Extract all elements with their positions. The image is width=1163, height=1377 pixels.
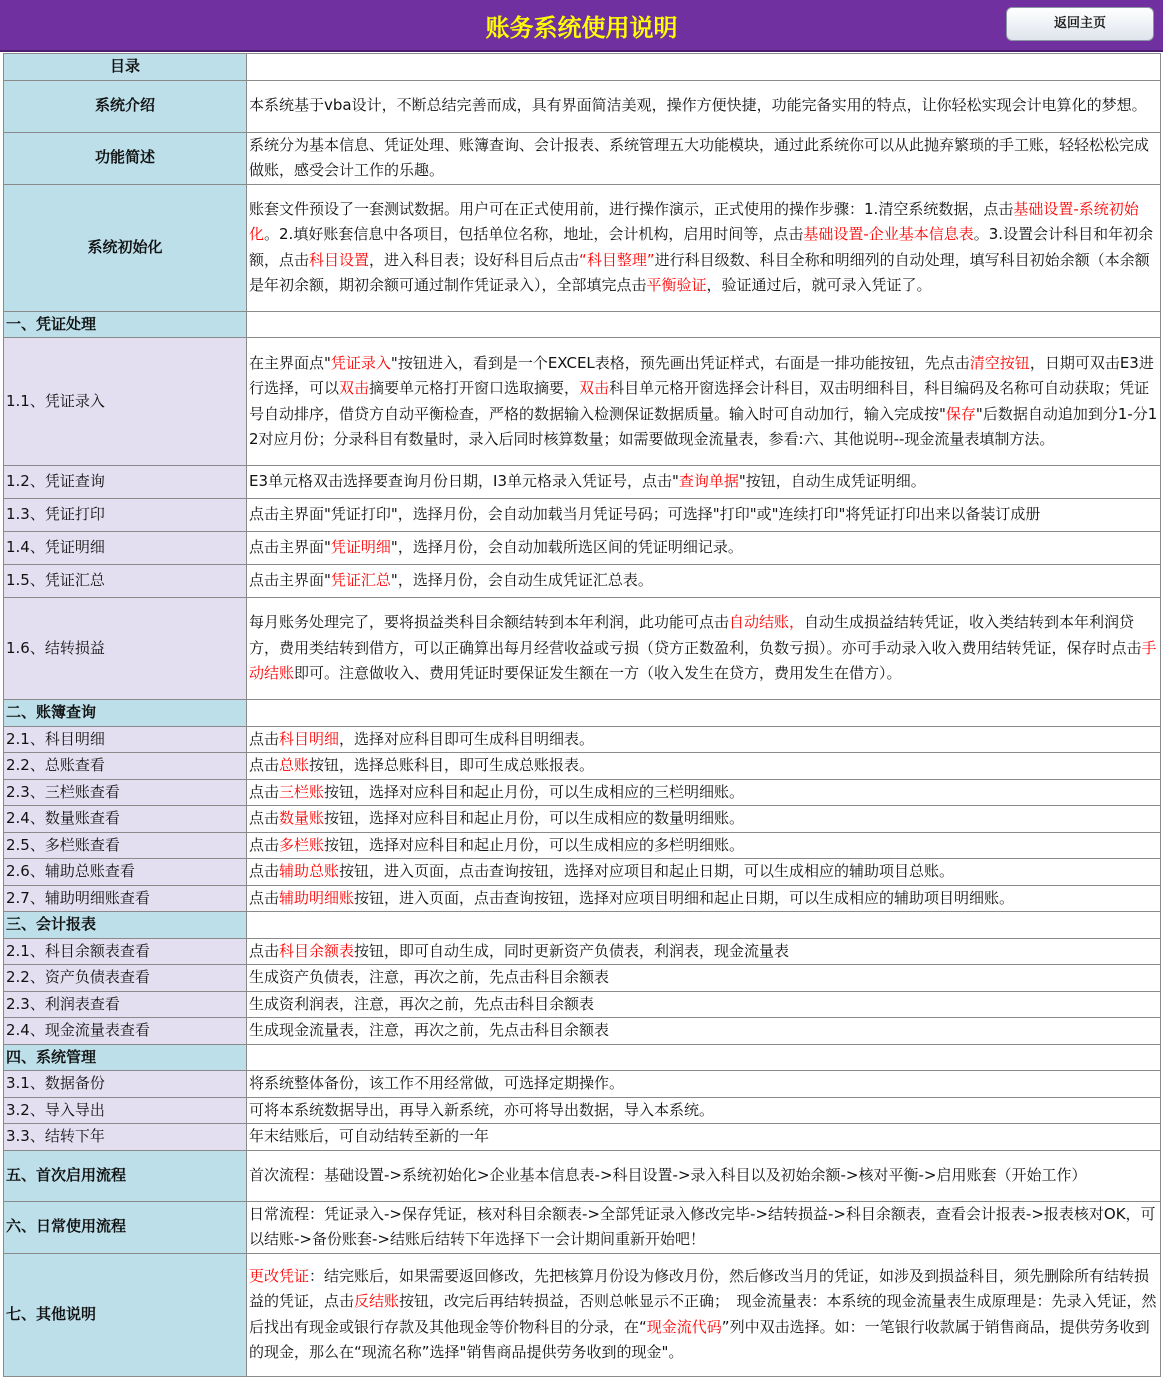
text-run: 年末结账后，可自动结转至新的一年 xyxy=(249,1127,490,1145)
table-row xyxy=(4,338,1161,466)
item-text xyxy=(247,1124,1161,1151)
table-row xyxy=(4,132,1161,184)
table-row xyxy=(4,184,1161,311)
text-run: 按钮，选择总账科目，即可生成总账报表。 xyxy=(309,756,595,774)
text-run: "，选择月份，会自动加载所选区间的凭证明细记录。 xyxy=(390,538,743,557)
section-row xyxy=(4,700,1161,727)
item-label: 2.3、三栏账查看 xyxy=(4,779,247,806)
table-row xyxy=(4,1097,1161,1124)
text-run: 在主界面点" xyxy=(249,353,331,372)
text-run: 点击 xyxy=(249,729,280,748)
text-run: 点击 xyxy=(249,862,280,880)
item-text xyxy=(247,565,1161,598)
table-row xyxy=(4,885,1161,912)
text-run: 生成现金流量表，注意，再次之前，先点击科目余额表 xyxy=(249,1021,610,1039)
link-voucher-entry[interactable]: 凭证录入 xyxy=(330,353,391,372)
table-row xyxy=(4,80,1161,132)
link-quantity-ledger[interactable]: 数量账 xyxy=(279,809,325,827)
text-run: 生成资产负债表，注意，再次之前，先点击科目余额表 xyxy=(249,968,610,986)
functions-text: 系统分为基本信息、凭证处理、账簿查询、会计报表、系统管理五大功能模块，通过此系统你可以从此抛弃繁琐的手工账，轻轻松松完成做账，感受会计工作的乐趣。 xyxy=(247,132,1161,184)
table-row xyxy=(4,1150,1161,1201)
item-text xyxy=(247,532,1161,565)
text-run: "，选择月份，会自动生成凭证汇总表。 xyxy=(390,571,653,590)
item-label: 1.3、凭证打印 xyxy=(4,499,247,532)
item-text xyxy=(247,1018,1161,1045)
text-run: 点击 xyxy=(249,888,280,907)
text-run: ，选择对应科目即可生成科目明细表。 xyxy=(339,729,595,748)
table-row xyxy=(4,1124,1161,1151)
page-title: 账务系统使用说明 xyxy=(485,14,678,42)
text-run: 将系统整体备份，该工作不用经常做，可选择定期操作。 xyxy=(249,1074,625,1092)
functions-label: 功能简述 xyxy=(4,132,247,184)
text-run: ，日期可双击E3进行选择，可以 xyxy=(249,353,1154,397)
item-text xyxy=(247,598,1161,700)
blank-cell xyxy=(247,700,1161,727)
text-run: 按钮，改完后再结转损益，否则总帐显示不正确； 现金流量表：本系统的现金流量表生成原理是：先录入凭证，然后找出有现金或银行存款及其他现金等价物科目的分录，在“ xyxy=(249,1292,1157,1336)
table-row xyxy=(4,859,1161,886)
toc-label: 目录 xyxy=(4,54,247,81)
link-three-column[interactable]: 三栏账 xyxy=(279,782,325,801)
link-account-setup[interactable]: 科目设置 xyxy=(309,250,370,269)
item-label: 1.4、凭证明细 xyxy=(4,532,247,565)
table-row xyxy=(4,806,1161,833)
link-trial-balance[interactable]: 科目余额表 xyxy=(279,941,355,960)
highlight-text: 更改凭证 xyxy=(249,1266,310,1285)
item-label: 2.6、辅助总账查看 xyxy=(4,859,247,886)
link-query-voucher[interactable]: 查询单据 xyxy=(678,472,739,491)
item-label: 2.4、数量账查看 xyxy=(4,806,247,833)
item-label: 1.5、凭证汇总 xyxy=(4,565,247,598)
text-run: 自动生成损益结转凭证，收入类结转到本年利润贷方，费用类结转到借方，可以正确算出每月经营收益或亏损（贷方正数盈利，负数亏损）。亦可手动录入收入费用结转凭证，保存时点击 xyxy=(249,613,1142,657)
text-run: 即可。注意做收入、费用凭证时要保证发生额在一方（收入发生在贷方，费用发生在借方）。 xyxy=(294,664,902,683)
text-run: 每月账务处理完了，要将损益类科目余额结转到本年利润，此功能可点击 xyxy=(249,613,730,632)
section-voucher: 一、凭证处理 xyxy=(4,311,247,338)
text-run: "后数据自动追加到分1-分12对应月份；分录科目有数量时，录入后同时核算数量；如需要做现金流量表，参看:六、其他说明--现金流量表填制方法。 xyxy=(249,404,1158,448)
section-reports: 三、会计报表 xyxy=(4,912,247,939)
item-text xyxy=(247,753,1161,780)
first-use-label: 五、首次启用流程 xyxy=(4,1150,247,1201)
link-multi-column[interactable]: 多栏账 xyxy=(279,835,325,854)
text-run: 按钮，选择对应科目和起止月份，可以生成相应的数量明细账。 xyxy=(324,809,745,827)
text-run: 按钮，选择对应科目和起止月份，可以生成相应的多栏明细账。 xyxy=(324,835,745,854)
blank-cell xyxy=(247,54,1161,81)
item-text xyxy=(247,466,1161,499)
text-run: 。2.填好账套信息中各项目，包括单位名称，地址，会计机构，启用时间等，点击 xyxy=(264,225,804,243)
blank-cell xyxy=(247,1044,1161,1071)
link-reverse-close[interactable]: 反结账 xyxy=(354,1292,400,1310)
text-run: 科目单元格开窗选择会计科目，双击明细科目，科目编码及名称可自动获取；凭证号自动排序，借贷方自动平衡检查，严格的数据输入检测保证数据质量。输入时可自动加行，输入完成按" xyxy=(249,379,1150,423)
text-run: 按钮，进入页面，点击查询按钮，选择对应项目明细和起止日期，可以生成相应的辅助项目明细账。 xyxy=(354,888,1015,907)
first-use-text: 首次流程：基础设置->系统初始化>企业基本信息表->科目设置->录入科目以及初始余额->核对平衡->启用账套（开始工作） xyxy=(247,1150,1161,1201)
link-auto-close[interactable]: 自动结账， xyxy=(729,613,805,632)
link-manual-close[interactable]: 手动结账 xyxy=(249,638,1157,683)
item-label: 2.1、科目余额表查看 xyxy=(4,938,247,965)
link-general-ledger[interactable]: 总账 xyxy=(279,756,310,774)
item-label: 1.6、结转损益 xyxy=(4,598,247,700)
other-label: 七、其他说明 xyxy=(4,1253,247,1376)
item-text xyxy=(247,1071,1161,1098)
table-row xyxy=(4,499,1161,532)
text-run: 点击 xyxy=(249,941,280,960)
item-label: 2.4、现金流量表查看 xyxy=(4,1018,247,1045)
text-run: ，进入科目表；设好科目后点击 xyxy=(369,250,580,269)
daily-text: 日常流程：凭证录入->保存凭证，核对科目余额表->全部凭证录入修改完毕->结转损益->科目余额表，查看会计报表->报表核对OK，可以结账->备份账套->结账后结转下年选择下一会计期间重新开始吧！ xyxy=(247,1201,1161,1253)
text-run: 摘要单元格打开窗口选取摘要， xyxy=(369,379,580,397)
text-run: 点击 xyxy=(249,835,280,854)
item-label: 2.1、科目明细 xyxy=(4,726,247,753)
link-voucher-detail[interactable]: 凭证明细 xyxy=(330,538,391,557)
item-label: 3.3、结转下年 xyxy=(4,1124,247,1151)
table-row xyxy=(4,1253,1161,1376)
text-run: 按钮，选择对应科目和起止月份，可以生成相应的三栏明细账。 xyxy=(324,782,745,801)
link-voucher-summary[interactable]: 凭证汇总 xyxy=(330,571,391,590)
table-row xyxy=(4,54,1161,81)
text-run: ”列中双击选择。如：一笔银行收款属于销售商品，提供劳务收到的现金，那么在“现流名称”选择"销售商品提供劳务收到的现金"。 xyxy=(249,1317,1150,1361)
section-ledger: 二、账簿查询 xyxy=(4,700,247,727)
item-text xyxy=(247,832,1161,859)
intro-text: 本系统基于vba设计，不断总结完善而成，具有界面简洁美观，操作方便快捷，功能完备实用的特点，让你轻松实现会计电算化的梦想。 xyxy=(247,80,1161,132)
item-label: 3.1、数据备份 xyxy=(4,1071,247,1098)
item-text xyxy=(247,338,1161,466)
link-base-init[interactable]: 基础设置-系统初始化 xyxy=(249,199,1139,243)
daily-label: 六、日常使用流程 xyxy=(4,1201,247,1253)
table-row xyxy=(4,1018,1161,1045)
table-row xyxy=(4,598,1161,700)
text-run: 。3.设置会计科目和年初余额，点击 xyxy=(249,225,1154,269)
item-label: 2.2、资产负债表查看 xyxy=(4,965,247,992)
text-run: 按钮，即可自动生成，同时更新资产负债表，利润表，现金流量表 xyxy=(354,941,790,960)
link-clear-button[interactable]: 清空按钮 xyxy=(969,353,1030,372)
link-account-arrange[interactable]: “科目整理” xyxy=(579,250,655,269)
init-text xyxy=(247,184,1161,311)
link-account-detail[interactable]: 科目明细 xyxy=(279,729,340,748)
text-run: 账套文件预设了一套测试数据。用户可在正式使用前，进行操作演示，正式使用的操作步骤：1.清空系统数据，点击 xyxy=(249,199,1014,218)
table-row xyxy=(4,532,1161,565)
table-row xyxy=(4,938,1161,965)
text-run: 进行科目级数、科目全称和明细列的自动处理，填写科目初始余额（本余额是年初余额，期初余额可通过制作凭证录入），全部填完点击 xyxy=(249,250,1150,294)
table-row xyxy=(4,779,1161,806)
text-run: "按钮，自动生成凭证明细。 xyxy=(738,472,926,491)
back-home-button[interactable]: 返回主页 xyxy=(1006,7,1154,41)
item-text xyxy=(247,806,1161,833)
item-text xyxy=(247,499,1161,532)
highlight-text: 双击 xyxy=(579,379,610,397)
table-row xyxy=(4,466,1161,499)
init-label: 系统初始化 xyxy=(4,184,247,311)
item-text xyxy=(247,885,1161,912)
intro-label: 系统介绍 xyxy=(4,80,247,132)
highlight-text: 双击 xyxy=(339,379,370,397)
item-text xyxy=(247,779,1161,806)
item-text xyxy=(247,726,1161,753)
text-run: 点击主界面"凭证打印"，选择月份，会自动加载当月凭证号码；可选择"打印"或"连续打印"将凭证打印出来以备装订成册 xyxy=(249,505,1041,524)
text-run: ，验证通过后，就可录入凭证了。 xyxy=(706,276,932,294)
other-text xyxy=(247,1253,1161,1376)
text-run: ：结完账后，如果需要返回修改，先把核算月份设为修改月份，然后修改当月的凭证，如涉及到损益科目，须先删除所有结转损益的凭证，点击 xyxy=(249,1266,1150,1310)
table-row xyxy=(4,1071,1161,1098)
text-run: 点击主界面" xyxy=(249,571,331,590)
item-text xyxy=(247,938,1161,965)
table-row xyxy=(4,726,1161,753)
section-row xyxy=(4,311,1161,338)
section-row xyxy=(4,1044,1161,1071)
link-company-info[interactable]: 基础设置-企业基本信息表 xyxy=(803,225,974,243)
highlight-text: 现金流代码 xyxy=(646,1317,722,1336)
text-run: 点击主界面" xyxy=(249,538,331,557)
item-label: 1.1、凭证录入 xyxy=(4,338,247,466)
table-row xyxy=(4,1201,1161,1253)
item-label: 2.5、多栏账查看 xyxy=(4,832,247,859)
item-text xyxy=(247,991,1161,1018)
table-row xyxy=(4,753,1161,780)
blank-cell xyxy=(247,311,1161,338)
item-label: 2.2、总账查看 xyxy=(4,753,247,780)
item-label: 1.2、凭证查询 xyxy=(4,466,247,499)
link-balance-check[interactable]: 平衡验证 xyxy=(646,276,707,294)
text-run: E3单元格双击选择要查询月份日期，I3单元格录入凭证号，点击" xyxy=(249,472,679,491)
text-run: 按钮，进入页面，点击查询按钮，选择对应项目和起止日期，可以生成相应的辅助项目总账。 xyxy=(339,862,955,880)
item-text xyxy=(247,859,1161,886)
text-run: "按钮进入，看到是一个EXCEL表格，预先画出凭证样式，右面是一排功能按钮，先点击 xyxy=(390,353,970,372)
link-aux-general[interactable]: 辅助总账 xyxy=(279,862,340,880)
item-label: 2.3、利润表查看 xyxy=(4,991,247,1018)
table-row xyxy=(4,565,1161,598)
blank-cell xyxy=(247,912,1161,939)
link-save[interactable]: 保存 xyxy=(945,404,976,423)
item-label: 3.2、导入导出 xyxy=(4,1097,247,1124)
text-run: 点击 xyxy=(249,782,280,801)
section-system: 四、系统管理 xyxy=(4,1044,247,1071)
table-row xyxy=(4,991,1161,1018)
instruction-table xyxy=(3,53,1161,1377)
item-label: 2.7、辅助明细账查看 xyxy=(4,885,247,912)
text-run: 点击 xyxy=(249,809,280,827)
section-row xyxy=(4,912,1161,939)
item-text xyxy=(247,1097,1161,1124)
table-row xyxy=(4,832,1161,859)
text-run: 可将本系统数据导出，再导入新系统，亦可将导出数据，导入本系统。 xyxy=(249,1100,715,1119)
link-aux-detail[interactable]: 辅助明细账 xyxy=(279,888,355,907)
table-row xyxy=(4,965,1161,992)
item-text xyxy=(247,965,1161,992)
text-run: 点击 xyxy=(249,756,280,774)
text-run: 生成资利润表，注意，再次之前，先点击科目余额表 xyxy=(249,994,595,1013)
